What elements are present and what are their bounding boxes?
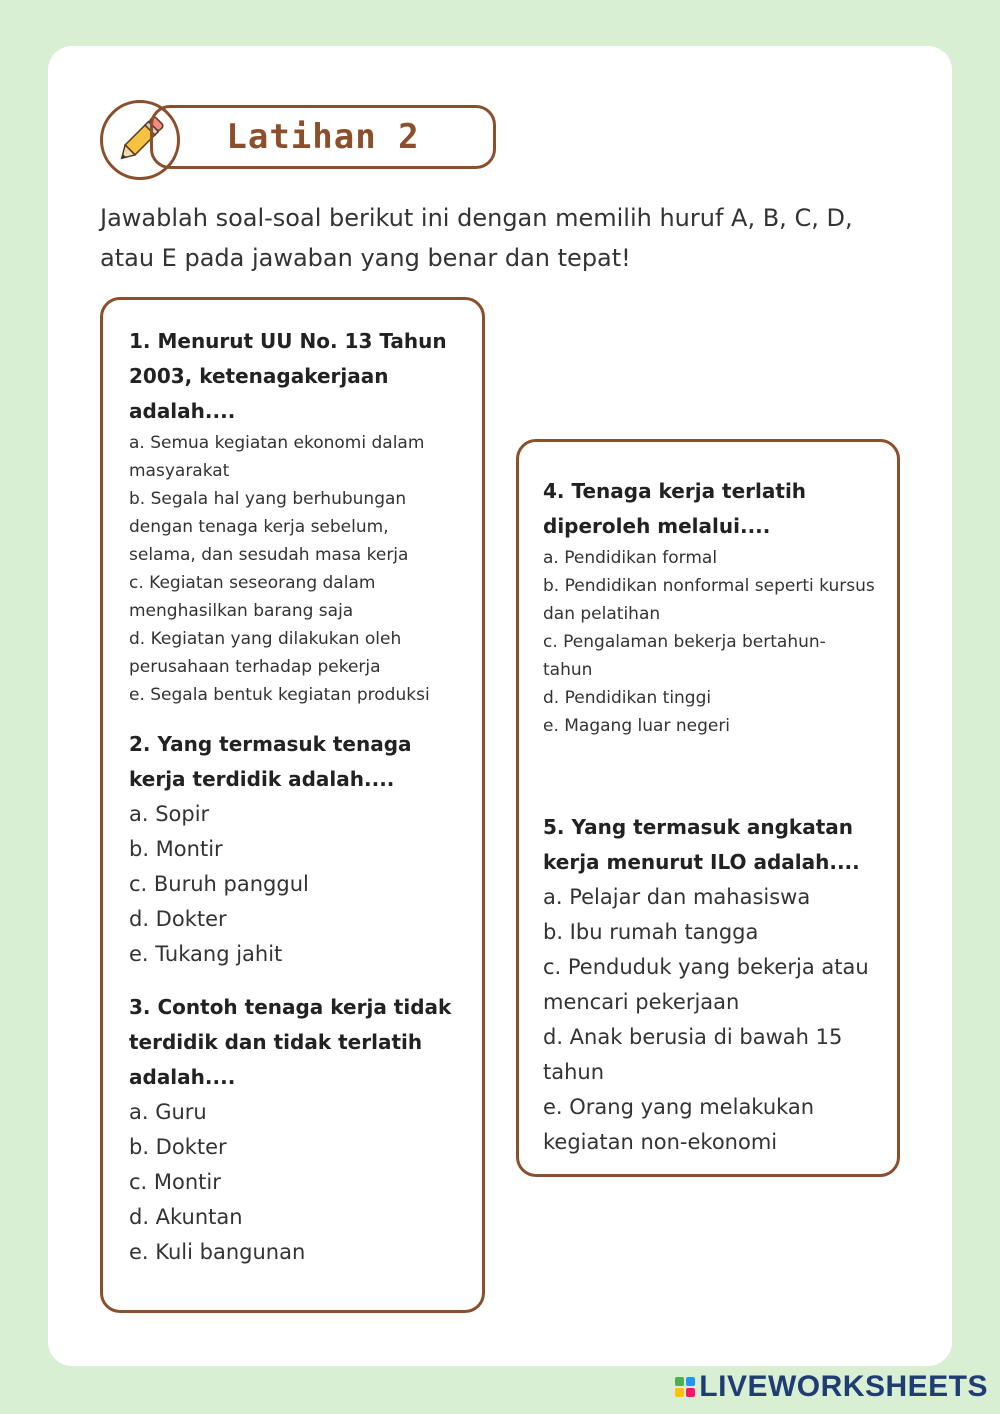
option-a[interactable]: a. Sopir <box>129 802 210 826</box>
option-a[interactable]: a. Pelajar dan mahasiswa <box>543 885 811 909</box>
question-2 <box>129 727 460 972</box>
question-title: 2. Yang termasuk tenaga kerja terdidik adalah.... <box>129 732 412 791</box>
question-title: 3. Contoh tenaga kerja tidak terdidik dan tidak terlatih adalah.... <box>129 995 452 1089</box>
option-d[interactable]: d. Akuntan <box>129 1205 243 1229</box>
option-b[interactable]: b. Dokter <box>129 1135 227 1159</box>
option-d[interactable]: d. Dokter <box>129 907 227 931</box>
option-c[interactable]: c. Montir <box>129 1170 221 1194</box>
option-e[interactable]: e. Segala bentuk kegiatan produksi <box>129 685 430 705</box>
option-list <box>129 429 460 709</box>
option-e[interactable]: e. Magang luar negeri <box>543 716 731 736</box>
option-list <box>129 797 460 972</box>
option-e[interactable]: e. Tukang jahit <box>129 942 283 966</box>
option-c[interactable]: c. Kegiatan seseorang dalam menghasilkan barang saja <box>129 573 376 621</box>
brand-name: LIVEWORKSHEETS <box>699 1370 988 1403</box>
liveworksheets-logo-icon <box>675 1377 695 1397</box>
instructions-text: Jawablah soal-soal berikut ini dengan memilih huruf A, B, C, D, atau E pada jawaban yang benar dan tepat! <box>100 204 853 272</box>
option-b[interactable]: b. Pendidikan nonformal seperti kursus dan pelatihan <box>543 576 875 624</box>
option-b[interactable]: b. Montir <box>129 837 223 861</box>
option-d[interactable]: d. Anak berusia di bawah 15 tahun <box>543 1025 843 1084</box>
option-e[interactable]: e. Kuli bangunan <box>129 1240 306 1264</box>
question-4 <box>543 474 875 740</box>
page-title: Latihan 2 <box>226 117 420 157</box>
option-b[interactable]: b. Segala hal yang berhubungan dengan tenaga kerja sebelum, selama, dan sesudah masa kerja <box>129 489 409 565</box>
question-5 <box>543 810 875 1160</box>
option-c[interactable]: c. Pengalaman bekerja bertahun-tahun <box>543 632 826 680</box>
option-b[interactable]: b. Ibu rumah tangga <box>543 920 759 944</box>
option-list <box>129 1095 460 1270</box>
title-banner <box>150 105 496 169</box>
question-box-right <box>516 439 900 1177</box>
footer-brand[interactable] <box>675 1370 988 1404</box>
question-1 <box>129 324 460 709</box>
question-title: 5. Yang termasuk angkatan kerja menurut ILO adalah.... <box>543 815 860 874</box>
option-a[interactable]: a. Pendidikan formal <box>543 548 718 568</box>
option-list <box>543 544 875 740</box>
spacer <box>543 758 875 810</box>
question-title: 4. Tenaga kerja terlatih diperoleh melalui.... <box>543 479 807 538</box>
option-e[interactable]: e. Orang yang melakukan kegiatan non-ekonomi <box>543 1095 815 1154</box>
option-d[interactable]: d. Kegiatan yang dilakukan oleh perusahaan terhadap pekerja <box>129 629 402 677</box>
question-box-left <box>100 297 485 1313</box>
option-a[interactable]: a. Guru <box>129 1100 207 1124</box>
option-d[interactable]: d. Pendidikan tinggi <box>543 688 712 708</box>
option-a[interactable]: a. Semua kegiatan ekonomi dalam masyarakat <box>129 433 425 481</box>
question-title: 1. Menurut UU No. 13 Tahun 2003, ketenagakerjaan adalah.... <box>129 329 447 423</box>
question-3 <box>129 990 460 1270</box>
option-c[interactable]: c. Buruh panggul <box>129 872 309 896</box>
option-c[interactable]: c. Penduduk yang bekerja atau mencari pekerjaan <box>543 955 869 1014</box>
option-list <box>543 880 875 1160</box>
